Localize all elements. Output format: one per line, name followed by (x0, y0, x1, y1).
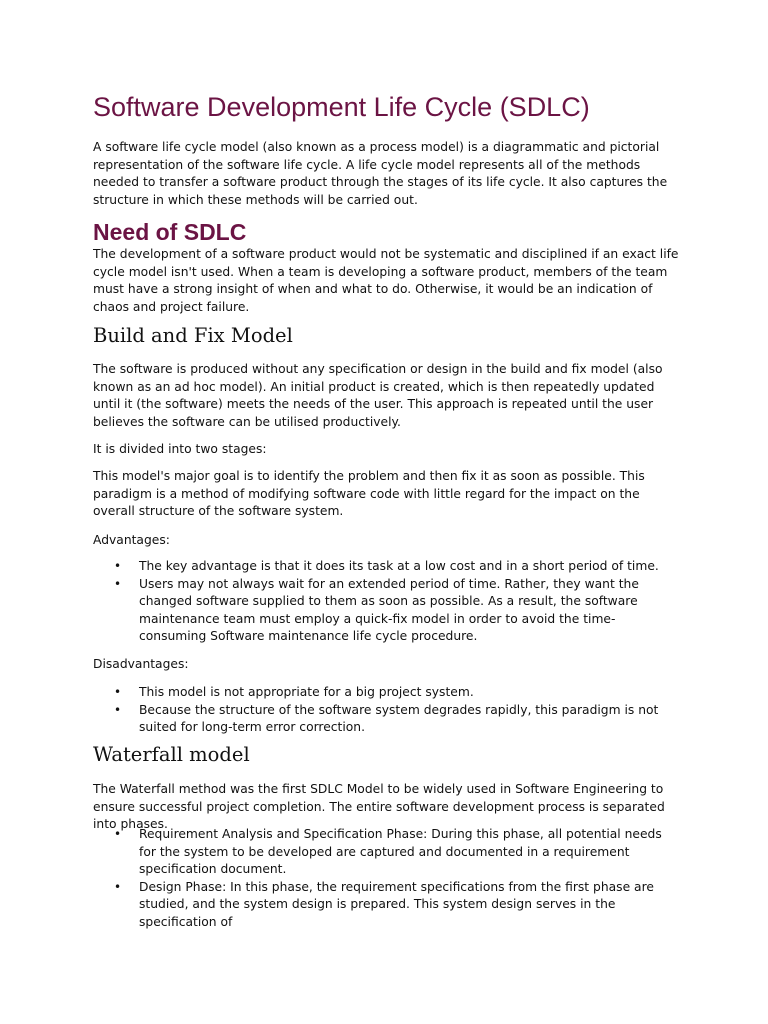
bullet-icon: • (114, 702, 122, 717)
list-item (93, 879, 681, 932)
intro-paragraph: A software life cycle model (also known as a process model) is a diagrammatic and pictorial representation of the software life cycle. A life cycle model represents all of the methods needed to transfer a software product through the stages of its life cycle. It also captures the structure in which these methods will be carried out. (93, 140, 668, 207)
advantages-label: Advantages: (93, 533, 170, 547)
advantages-list (93, 558, 681, 646)
bullet-icon: • (114, 827, 122, 841)
build-fix-paragraph-1: The software is produced without any specification or design in the build and fix model (also known as an ad hoc model). An initial product is created, which is then repeatedly updated until it (the software) meets the needs of the user. This approach is repeated until the user believes the software can be utilised productively. (93, 362, 663, 429)
bullet-icon: • (114, 576, 122, 591)
build-fix-heading: Build and Fix Model (93, 324, 293, 347)
list-item-text: This model is not appropriate for a big project system. (139, 685, 474, 699)
need-heading: Need of SDLC (93, 219, 247, 245)
list-item-text: Because the structure of the software system degrades rapidly, this paradigm is not suited for long-term error correction. (139, 702, 659, 735)
list-item-text: Design Phase: In this phase, the requirement specifications from the first phase are studied, and the system design is prepared. This system design serves in the specification of (139, 879, 654, 929)
build-fix-paragraph-3: This model's major goal is to identify the problem and then fix it as soon as possible. This paradigm is a method of modifying software code with little regard for the impact on the overall structure of the software system. (93, 469, 645, 519)
list-item (93, 702, 681, 737)
waterfall-paragraph-1: The Waterfall method was the first SDLC Model to be widely used in Software Engineering to ensure successful project completion. The entire software development process is separated into phases. (93, 782, 665, 832)
bullet-icon: • (114, 559, 122, 573)
list-item (93, 576, 681, 646)
bullet-icon: • (114, 879, 122, 894)
waterfall-phases-list (93, 826, 681, 932)
bullet-icon: • (114, 685, 122, 699)
list-item (93, 558, 681, 576)
list-item-text: Requirement Analysis and Specification Phase: During this phase, all potential needs for the system to be developed are captured and documented in a requirement specification document. (139, 827, 662, 877)
build-fix-paragraph-2: It is divided into two stages: (93, 442, 267, 456)
list-item (93, 826, 681, 879)
list-item (93, 684, 681, 702)
need-paragraph: The development of a software product would not be systematic and disciplined if an exact life cycle model isn't used. When a team is developing a software product, members of the team must have a strong insight of when and what to do. Otherwise, it would be an indication of chaos and project failure. (93, 247, 679, 314)
disadvantages-list (93, 684, 681, 737)
waterfall-heading: Waterfall model (93, 743, 250, 766)
list-item-text: The key advantage is that it does its task at a low cost and in a short period of time. (139, 559, 659, 573)
list-item-text: Users may not always wait for an extended period of time. Rather, they want the changed software supplied to them as soon as possible. As a result, the software maintenance team must employ a quick-fix model in order to avoid the time-consuming Software maintenance life cycle procedure. (139, 576, 639, 644)
disadvantages-label: Disadvantages: (93, 657, 189, 671)
document-title: Software Development Life Cycle (SDLC) (93, 92, 590, 122)
